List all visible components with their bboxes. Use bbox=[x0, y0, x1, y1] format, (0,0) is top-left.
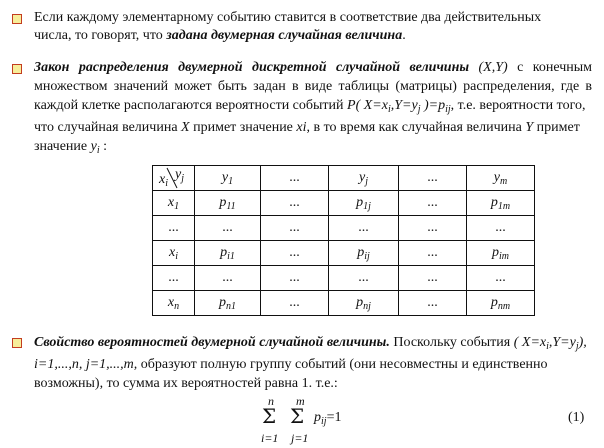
para2-term: Закон распределения двумерной дискретной случайной величины bbox=[34, 60, 470, 75]
sum-lower-i: i=1 bbox=[261, 431, 279, 445]
para2-l3-text: каждой клетке располагаются вероятности событий bbox=[34, 98, 348, 113]
sigma-symbol-2: Σ bbox=[290, 404, 305, 428]
table-cell: $p_{ij}$ bbox=[329, 241, 399, 266]
row-label-cell: ... bbox=[153, 216, 195, 241]
para3-line2: i=1,...,n, j=1,...,m, образуют полную группу событий (они несовместны и единственно bbox=[34, 357, 548, 372]
table-header-cell: ... bbox=[399, 166, 467, 191]
para2-line5: значение $y_i$ : bbox=[34, 139, 108, 156]
para2-line4: что случайная величина X примет значение xi, в то время как случайная величина Y примет bbox=[34, 120, 580, 135]
para3-term: Свойство вероятностей двумерной случайной величины. bbox=[34, 335, 390, 350]
distribution-table bbox=[152, 165, 535, 316]
bullet-icon bbox=[12, 338, 22, 348]
table-header-row bbox=[153, 166, 535, 191]
bullet-icon bbox=[12, 14, 22, 24]
table-cell: ... bbox=[261, 191, 329, 216]
para2-l3-end: , т.е. вероятности того, bbox=[450, 98, 586, 113]
row-label-cell: $x_n$ bbox=[153, 291, 195, 316]
sigma-symbol-1: Σ bbox=[262, 404, 277, 428]
table-cell: ... bbox=[329, 216, 399, 241]
corner-y-label: $y_j$ bbox=[175, 167, 184, 184]
bullet-icon bbox=[12, 64, 22, 74]
para1-line2 bbox=[34, 28, 406, 44]
sum-upper-m: m bbox=[296, 394, 305, 408]
para2-line1 bbox=[34, 60, 592, 76]
table-cell: ... bbox=[261, 216, 329, 241]
table-row bbox=[153, 216, 535, 241]
table-cell: ... bbox=[261, 291, 329, 316]
table-header-cell: $y_m$ bbox=[467, 166, 535, 191]
row-label-cell: $x_1$ bbox=[153, 191, 195, 216]
table-header-cell: $y_j$ bbox=[329, 166, 399, 191]
corner-x-label: $x_i$ bbox=[159, 172, 168, 189]
table-cell: ... bbox=[399, 241, 467, 266]
table-cell: ... bbox=[195, 216, 261, 241]
para3-line1: Свойство вероятностей двумерной случайной величины. Поскольку события ( $X=x_i,Y=y_j$), bbox=[34, 335, 587, 352]
table-cell: ... bbox=[467, 266, 535, 291]
table-header-cell: $y_1$ bbox=[195, 166, 261, 191]
para2-line2: множеством значений может быть задан в виде таблицы (матрицы) распределения, где в bbox=[34, 79, 592, 94]
sum-lower-j: j=1 bbox=[291, 431, 309, 445]
para2-xy: (X,Y) bbox=[478, 60, 508, 75]
event-expr: ( $X=x_i,Y=y_j$), bbox=[513, 335, 587, 352]
table-cell: ... bbox=[399, 191, 467, 216]
table-cell: $p_{11}$ bbox=[195, 191, 261, 216]
table-row bbox=[153, 241, 535, 266]
table-cell: $p_{nj}$ bbox=[329, 291, 399, 316]
table-cell: ... bbox=[329, 266, 399, 291]
sum-term: $p_{ij}=1$ bbox=[314, 410, 342, 427]
table-corner-cell bbox=[153, 166, 195, 191]
para2-line3 bbox=[34, 98, 585, 114]
row-label-cell: ... bbox=[153, 266, 195, 291]
para1-line1: Если каждому элементарному событию ставится в соответствие два действительных bbox=[34, 10, 542, 25]
para1-text: числа, то говорят, что bbox=[34, 28, 167, 43]
sum-upper-n: n bbox=[268, 394, 274, 408]
table-cell: $p_{i1}$ bbox=[195, 241, 261, 266]
row-label-cell: $x_i$ bbox=[153, 241, 195, 266]
table-cell: ... bbox=[399, 266, 467, 291]
table-cell: $p_{1m}$ bbox=[467, 191, 535, 216]
table-row bbox=[153, 291, 535, 316]
para3-line3: возможны), то сумма их вероятностей равна 1. т.е.: bbox=[34, 376, 338, 391]
table-header-cell: ... bbox=[261, 166, 329, 191]
para2-l1-rest: с конечным bbox=[517, 60, 592, 75]
para1-term: задана двумерная случайная величина bbox=[166, 28, 403, 43]
formula-number: (1) bbox=[568, 410, 585, 425]
table-cell: $p_{im}$ bbox=[467, 241, 535, 266]
prob-expr: P( $X=x_i,Y=y_j$ )$=p_{ij}$ bbox=[347, 98, 451, 115]
table-cell: ... bbox=[195, 266, 261, 291]
table-row bbox=[153, 191, 535, 216]
table-cell: ... bbox=[467, 216, 535, 241]
table-cell: $p_{1j}$ bbox=[329, 191, 399, 216]
table-cell: ... bbox=[261, 266, 329, 291]
table-cell: ... bbox=[399, 216, 467, 241]
table-cell: $p_{nm}$ bbox=[467, 291, 535, 316]
table-cell: ... bbox=[399, 291, 467, 316]
table-cell: ... bbox=[261, 241, 329, 266]
table-row bbox=[153, 266, 535, 291]
table-cell: $p_{n1}$ bbox=[195, 291, 261, 316]
para1-end: . bbox=[402, 28, 406, 43]
